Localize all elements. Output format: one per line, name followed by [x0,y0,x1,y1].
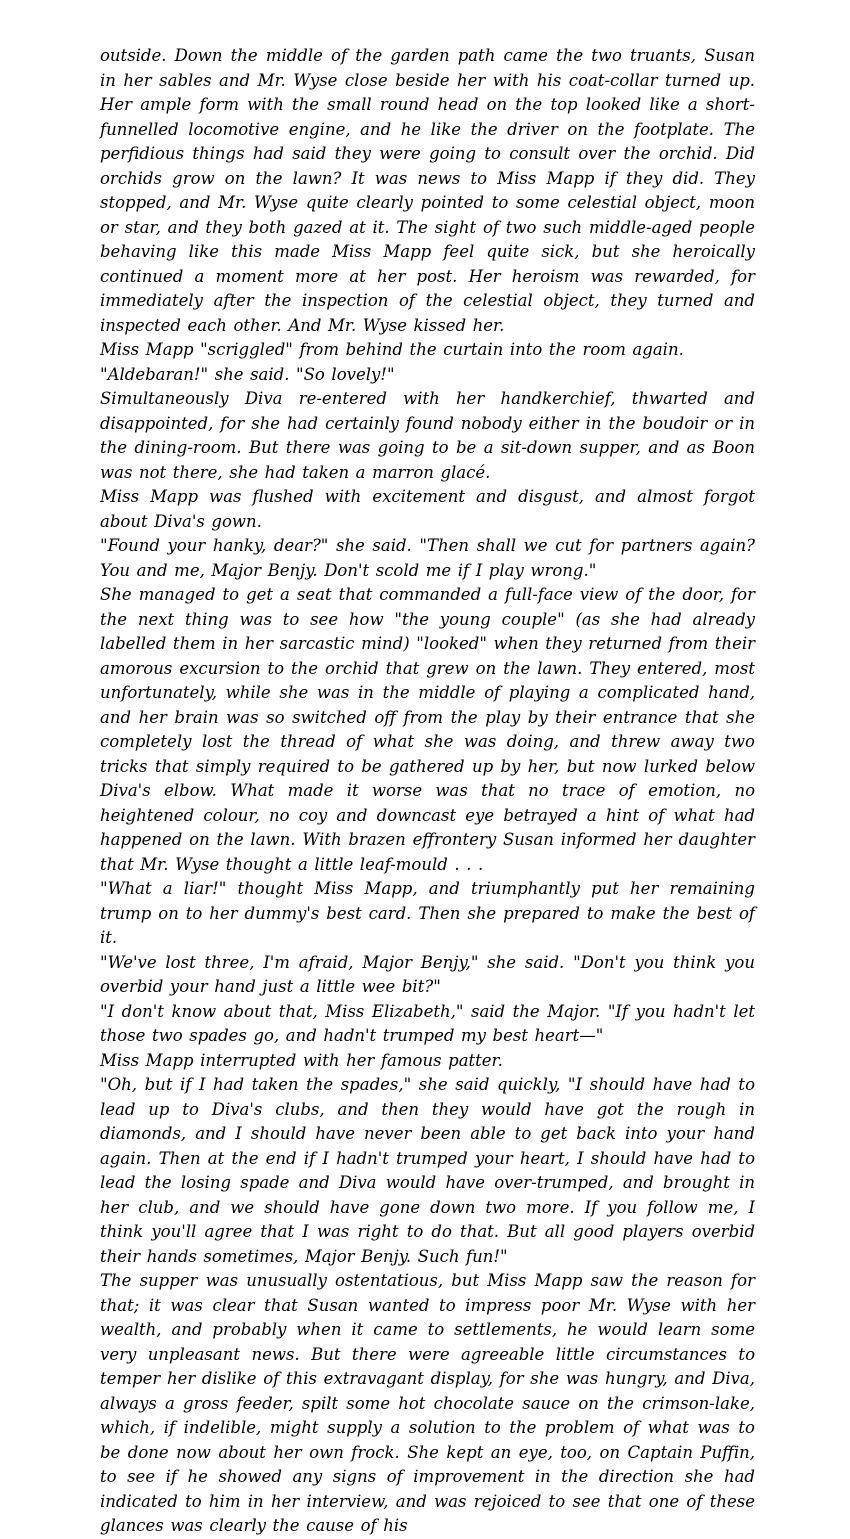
paragraph: She managed to get a seat that commanded a full-face view of the door, for the next thing was to see how "the young couple" (as she had already labelled them in her sarcastic mind) "looked" when they returned from their amorous excursion to the orchid that grew on the lawn. They entered, most unfortunately, while she was in the middle of playing a complicated hand, and her brain was so switched off from the play by their entrance that she completely lost the thread of what she was doing, and threw away two tricks that simply required to be gathered up by her, but now lurked below Diva's elbow. What made it worse was that no trace of emotion, no heightened colour, no coy and downcast eye betrayed a hint of what had happened on the lawn. With brazen effrontery Susan informed her daughter that Mr. Wyse thought a little leaf-mould . . . [100,585,755,874]
paragraph: Simultaneously Diva re-entered with her handkerchief, thwarted and disappointed, for she had certainly found nobody either in the boudoir or in the dining-room. But there was going to be a sit-down supper, and as Boon was not there, she had taken a marron glacé. [100,389,755,482]
paragraph: Miss Mapp "scriggled" from behind the curtain into the room again. [100,340,684,359]
paragraph: "What a liar!" thought Miss Mapp, and triumphantly put her remaining trump on to her dummy's best card. Then she prepared to make the best of it. [100,879,755,947]
paragraph: "Aldebaran!" she said. "So lovely!" [100,364,395,384]
paragraph: Miss Mapp was flushed with excitement and disgust, and almost forgot about Diva's gown. [100,487,755,531]
page-text [100,44,755,1539]
paragraph: "I don't know about that, Miss Elizabeth," said the Major. "If you hadn't let those two spades go, and hadn't trumped my best heart—" [100,1001,755,1045]
paragraph: "Oh, but if I had taken the spades," she said quickly, "I should have had to lead up to Diva's clubs, and then they would have got the rough in diamonds, and I should have never been able to get back into your hand again. Then at the end if I hadn't trumped your heart, I should have had to lead the losing spade and Diva would have over-trumped, and brought in her club, and we should have gone down two more. If you follow me, I think you'll agree that I was right to do that. But all good players overbid their hands sometimes, Major Benjy. Such fun!" [100,1075,755,1266]
paragraph: "We've lost three, I'm afraid, Major Benjy," she said. "Don't you think you overbid your hand just a little wee bit?" [100,952,755,996]
paragraph: outside. Down the middle of the garden path came the two truants, Susan in her sables and Mr. Wyse close beside her with his coat-collar turned up. Her ample form with the small round head on the top looked like a short-funnelled locomotive engine, and he like the driver on the footplate. The perfidious things had said they were going to consult over the orchid. Did orchids grow on the lawn? It was news to Miss Mapp if they did. They stopped, and Mr. Wyse quite clearly pointed to some celestial object, moon or star, and they both gazed at it. The sight of two such middle-aged people behaving like this made Miss Mapp feel quite sick, but she heroically continued a moment more at her post. Her heroism was rewarded, for immediately after the inspection of the celestial object, they turned and inspected each other. And Mr. Wyse kissed her. [100,46,755,335]
paragraph: The supper was unusually ostentatious, but Miss Mapp saw the reason for that; it was clear that Susan wanted to impress poor Mr. Wyse with her wealth, and probably when it came to settlements, he would learn some very unpleasant news. But there were agreeable little circumstances to temper her dislike of this extravagant display, for she was hungry, and Diva, always a gross feeder, spilt some hot chocolate sauce on the crimson-lake, which, if indelible, might supply a solution to the problem of what was to be done now about her own frock. She kept an eye, too, on Captain Puffin, to see if he showed any signs of improvement in the direction she had indicated to him in her interview, and was rejoiced to see that one of these glances was clearly the cause of his [100,1271,755,1535]
paragraph: Miss Mapp interrupted with her famous patter. [100,1050,503,1070]
paragraph: "Found your hanky, dear?" she said. "Then shall we cut for partners again? You and me, Major Benjy. Don't scold me if I play wrong." [100,536,755,580]
